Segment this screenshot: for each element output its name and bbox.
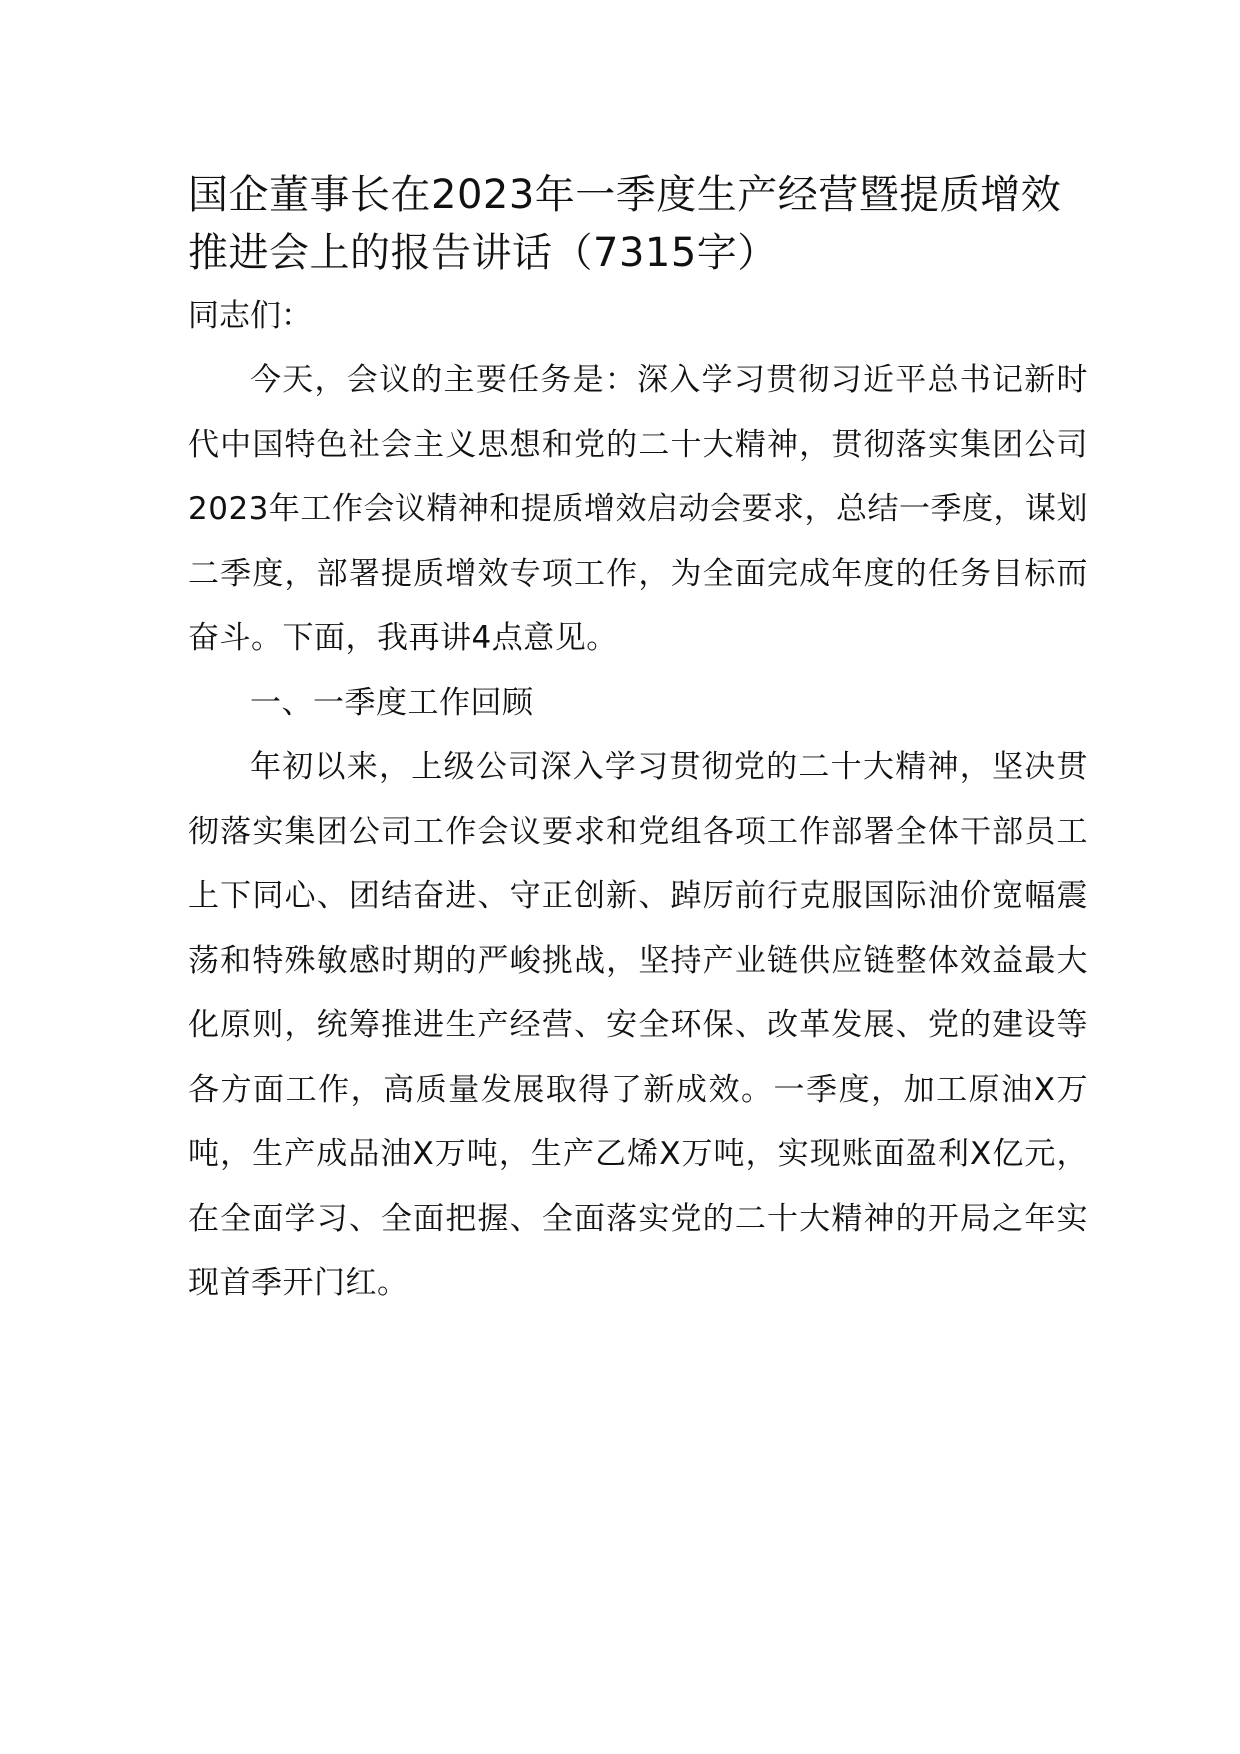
salutation: 同志们： [188, 298, 312, 334]
section-paragraph: 年初以来，上级公司深入学习贯彻党的二十大精神，坚决贯彻落实集团公司工作会议要求和党组各项工作部署全体干部员工上下同心、团结奋进、守正创新、踔厉前行克服国际油价宽幅震荡和特殊敏感时期的严峻挑战，坚持产业链供应链整体效益最大化原则，统筹推进生产经营、安全环保、改革发展、党的建设等各方面工作，高质量发展取得了新成效。一季度，加工原油X万吨，生产成品油X万吨，生产乙烯X万吨，实现账面盈利X亿元，在全面学习、全面把握、全面落实党的二十大精神的开局之年实现首季开门红。 [188, 749, 1088, 1301]
intro-paragraph: 今天，会议的主要任务是：深入学习贯彻习近平总书记新时代中国特色社会主义思想和党的二十大精神，贯彻落实集团公司2023年工作会议精神和提质增效启动会要求，总结一季度，谋划二季度，部署提质增效专项工作，为全面完成年度的任务目标而奋斗。下面，我再讲4点意见。 [188, 362, 1088, 656]
document-body [188, 166, 1088, 1316]
section-heading: 一、一季度工作回顾 [250, 684, 534, 721]
document-title: 国企董事长在2023年一季度生产经营暨提质增效推进会上的报告讲话（7315字） [188, 172, 1062, 276]
